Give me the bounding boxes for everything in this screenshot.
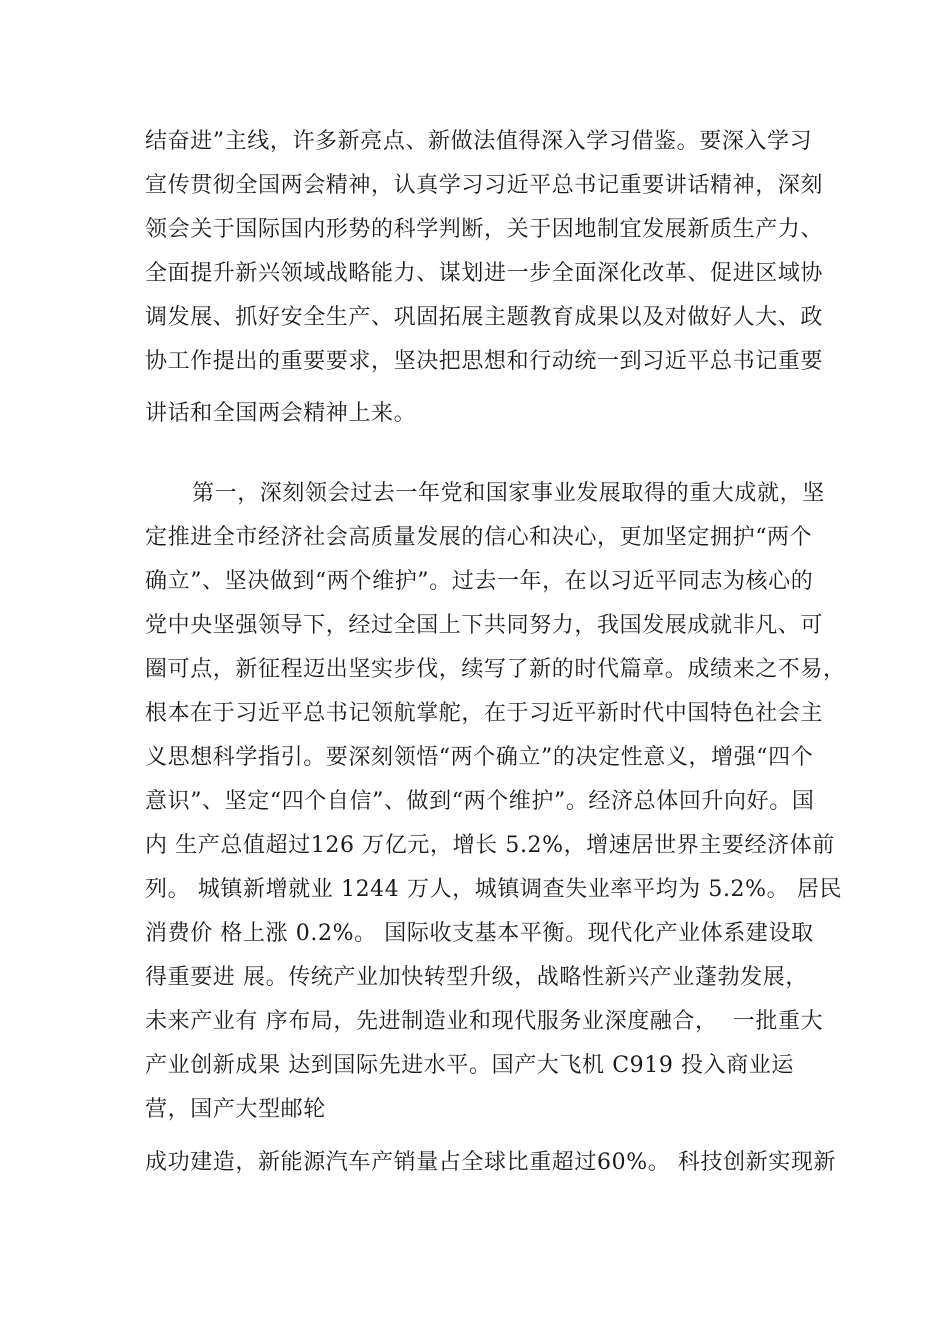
- text-line: 未来产业有 序布局，先进制造业和现代服务业深度融合， 一批重大: [145, 1009, 824, 1034]
- text-line: 全面提升新兴领域战略能力、谋划进一步全面深化改革、促进区域协: [145, 261, 824, 286]
- text-line: 根本在于习近平总书记领航掌舵，在于习近平新时代中国特色社会主: [145, 701, 824, 726]
- text-line: 列。 城镇新增就业 1244 万人，城镇调查失业率平均为 5.2%。 居民: [145, 877, 843, 902]
- text-line: 产业创新成果 达到国际先进水平。国产大飞机 C919 投入商业运: [145, 1053, 795, 1078]
- text-line: 内 生产总值超过126 万亿元，增长 5.2%，增速居世界主要经济体前: [145, 833, 835, 858]
- text-line: 消费价 格上涨 0.2%。 国际收支基本平衡。现代化产业体系建设取: [145, 921, 814, 946]
- text-line: 领会关于国际国内形势的科学判断，关于因地制宜发展新质生产力、: [145, 217, 824, 242]
- text-line: 调发展、抓好安全生产、巩固拓展主题教育成果以及对做好人大、政: [145, 305, 824, 330]
- text-line: 得重要进 展。传统产业加快转型升级，战略性新兴产业蓬勃发展，: [145, 965, 808, 990]
- text-line: 第一，深刻领会过去一年党和国家事业发展取得的重大成就，坚: [192, 481, 825, 506]
- text-line: 营，国产大型邮轮: [145, 1097, 326, 1122]
- text-line: 宣传贯彻全国两会精神，认真学习习近平总书记重要讲话精神，深刻: [145, 173, 824, 198]
- text-line: 成功建造，新能源汽车产销量占全球比重超过60%。 科技创新实现新: [145, 1150, 837, 1175]
- text-line: 意识”、坚定“四个自信”、做到“两个维护”。经济总体回升向好。国: [145, 789, 815, 814]
- text-line: 确立”、坚决做到“两个维护”。过去一年，在以习近平同志为核心的: [145, 569, 814, 594]
- text-line: 义思想科学指引。要深刻领悟“两个确立”的决定性意义，增强“四个: [145, 745, 814, 770]
- text-line: 协工作提出的重要要求，坚决把思想和行动统一到习近平总书记重要: [145, 349, 824, 374]
- text-line: 讲话和全国两会精神上来。: [145, 401, 417, 426]
- text-line: 圈可点，新征程迈出坚实步伐，续写了新的时代篇章。成绩来之不易，: [145, 657, 846, 682]
- text-line: 党中央坚强领导下，经过全国上下共同努力，我国发展成就非凡、可: [145, 613, 824, 638]
- text-line: 定推进全市经济社会高质量发展的信心和决心，更加坚定拥护“两个: [145, 525, 813, 550]
- text-line: 结奋进”主线，许多新亮点、新做法值得深入学习借鉴。要深入学习: [145, 129, 813, 154]
